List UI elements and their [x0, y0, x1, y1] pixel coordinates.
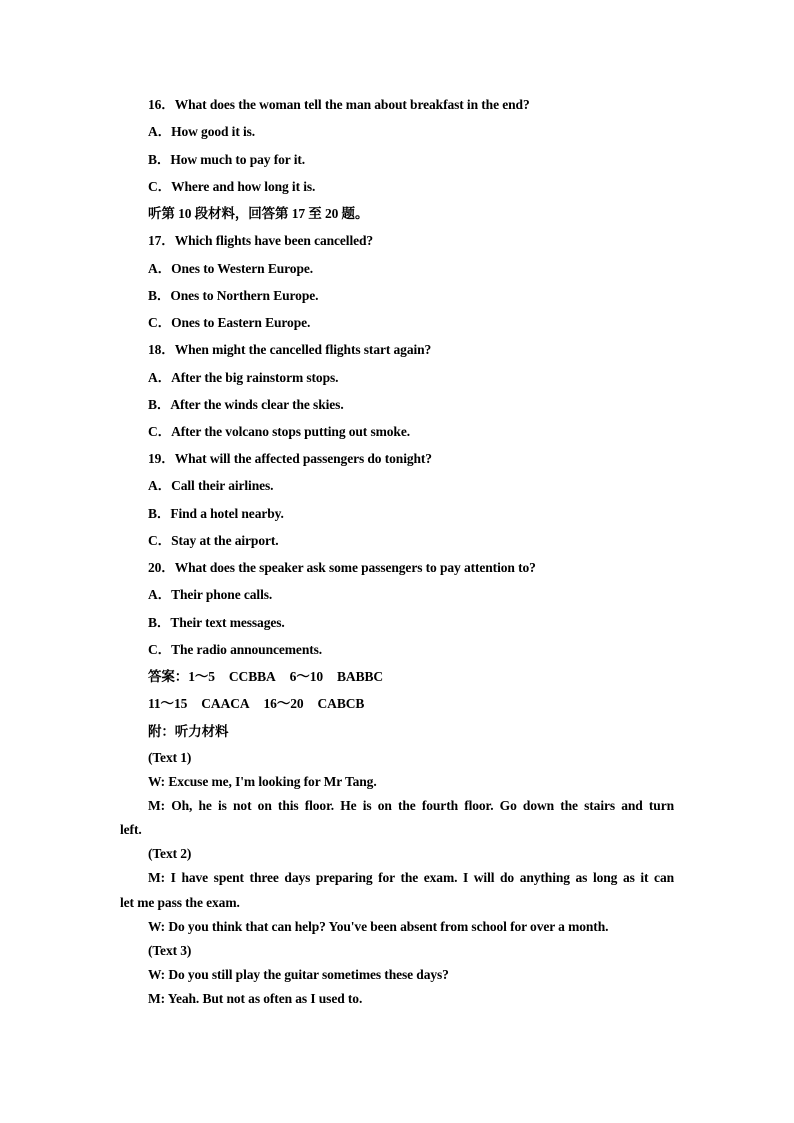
question-17 [148, 233, 373, 249]
option-label: A． [148, 478, 172, 493]
answer-prefix: 答案： [148, 669, 189, 684]
text-2-line-1: M: I have spent three days preparing for the exam. I will do anything as long as it can [148, 870, 674, 885]
option-label: B． [148, 152, 171, 167]
text-2-line-2: W: Do you think that can help? You've been absent from school for over a month. [148, 919, 609, 934]
option-label: C． [148, 642, 172, 657]
question-19 [148, 451, 432, 467]
option-text: Their phone calls. [171, 587, 273, 602]
option-18-a [148, 370, 338, 386]
question-number: 20． [148, 560, 175, 575]
question-text: Which flights have been cancelled? [174, 233, 374, 248]
text-1-line-1: W: Excuse me, I'm looking for Mr Tang. [148, 774, 377, 789]
option-text: Ones to Eastern Europe. [171, 315, 311, 330]
option-text: How good it is. [171, 124, 256, 139]
option-18-c [148, 424, 410, 440]
question-number: 18． [148, 342, 175, 357]
answer-range: 11～15 [148, 696, 188, 711]
answer-line-1 [148, 669, 383, 685]
option-16-a [148, 124, 255, 140]
question-number: 17． [148, 233, 175, 248]
option-text: After the volcano stops putting out smoke. [171, 424, 410, 439]
option-label: C． [148, 179, 172, 194]
option-text: Find a hotel nearby. [170, 506, 284, 521]
answer-line-2 [148, 696, 364, 712]
option-20-c [148, 642, 322, 658]
option-label: C． [148, 315, 172, 330]
question-number: 16． [148, 97, 175, 112]
option-text: Call their airlines. [171, 478, 274, 493]
option-label: A． [148, 370, 172, 385]
question-20 [148, 560, 536, 576]
appendix-title: 附：听力材料 [148, 724, 229, 739]
option-19-a [148, 478, 273, 494]
option-label: B． [148, 615, 171, 630]
option-text: Where and how long it is. [171, 179, 316, 194]
option-16-b [148, 152, 305, 168]
question-16 [148, 97, 530, 113]
answer-value: BABBC [337, 669, 384, 684]
option-19-b [148, 506, 284, 522]
option-17-a [148, 261, 313, 277]
option-label: A． [148, 587, 172, 602]
option-label: B． [148, 506, 171, 521]
question-text: What will the affected passengers do tonight? [174, 451, 432, 466]
text-3-line-1: W: Do you still play the guitar sometimes these days? [148, 967, 449, 982]
option-text: After the winds clear the skies. [170, 397, 344, 412]
question-number: 19． [148, 451, 175, 466]
answer-range: 16～20 [263, 696, 304, 711]
answer-value: CABCB [317, 696, 365, 711]
option-label: B． [148, 397, 171, 412]
option-label: A． [148, 261, 172, 276]
option-text: Ones to Western Europe. [171, 261, 314, 276]
option-text: How much to pay for it. [170, 152, 306, 167]
option-text: Their text messages. [170, 615, 285, 630]
option-17-b [148, 288, 318, 304]
text-1-line-2: M: Oh, he is not on this floor. He is on the fourth floor. Go down the stairs and turn [148, 798, 674, 813]
answer-range: 6～10 [289, 669, 324, 684]
option-text: Ones to Northern Europe. [170, 288, 319, 303]
option-20-b [148, 615, 285, 631]
option-17-c [148, 315, 310, 331]
option-text: The radio announcements. [171, 642, 323, 657]
answer-range: 1～5 [188, 669, 215, 684]
section-instruction: 听第 10 段材料，回答第 17 至 20 题。 [148, 206, 369, 221]
option-text: Stay at the airport. [171, 533, 279, 548]
question-text: When might the cancelled flights start again? [174, 342, 432, 357]
text-3-title: (Text 3) [148, 943, 192, 958]
text-2-line-1-continued: let me pass the exam. [120, 895, 240, 910]
question-text: What does the speaker ask some passengers to pay attention to? [174, 560, 536, 575]
text-3-line-2: M: Yeah. But not as often as I used to. [148, 991, 363, 1006]
answer-value: CAACA [201, 696, 250, 711]
option-16-c [148, 179, 315, 195]
option-18-b [148, 397, 344, 413]
text-1-title: (Text 1) [148, 750, 192, 765]
text-2-title: (Text 2) [148, 846, 192, 861]
option-19-c [148, 533, 279, 549]
option-20-a [148, 587, 272, 603]
option-label: A． [148, 124, 172, 139]
option-label: C． [148, 533, 172, 548]
question-18 [148, 342, 431, 358]
question-text: What does the woman tell the man about breakfast in the end? [174, 97, 530, 112]
option-label: C． [148, 424, 172, 439]
option-text: After the big rainstorm stops. [171, 370, 339, 385]
option-label: B． [148, 288, 171, 303]
answer-value: CCBBA [228, 669, 276, 684]
text-1-line-2-continued: left. [120, 822, 142, 837]
